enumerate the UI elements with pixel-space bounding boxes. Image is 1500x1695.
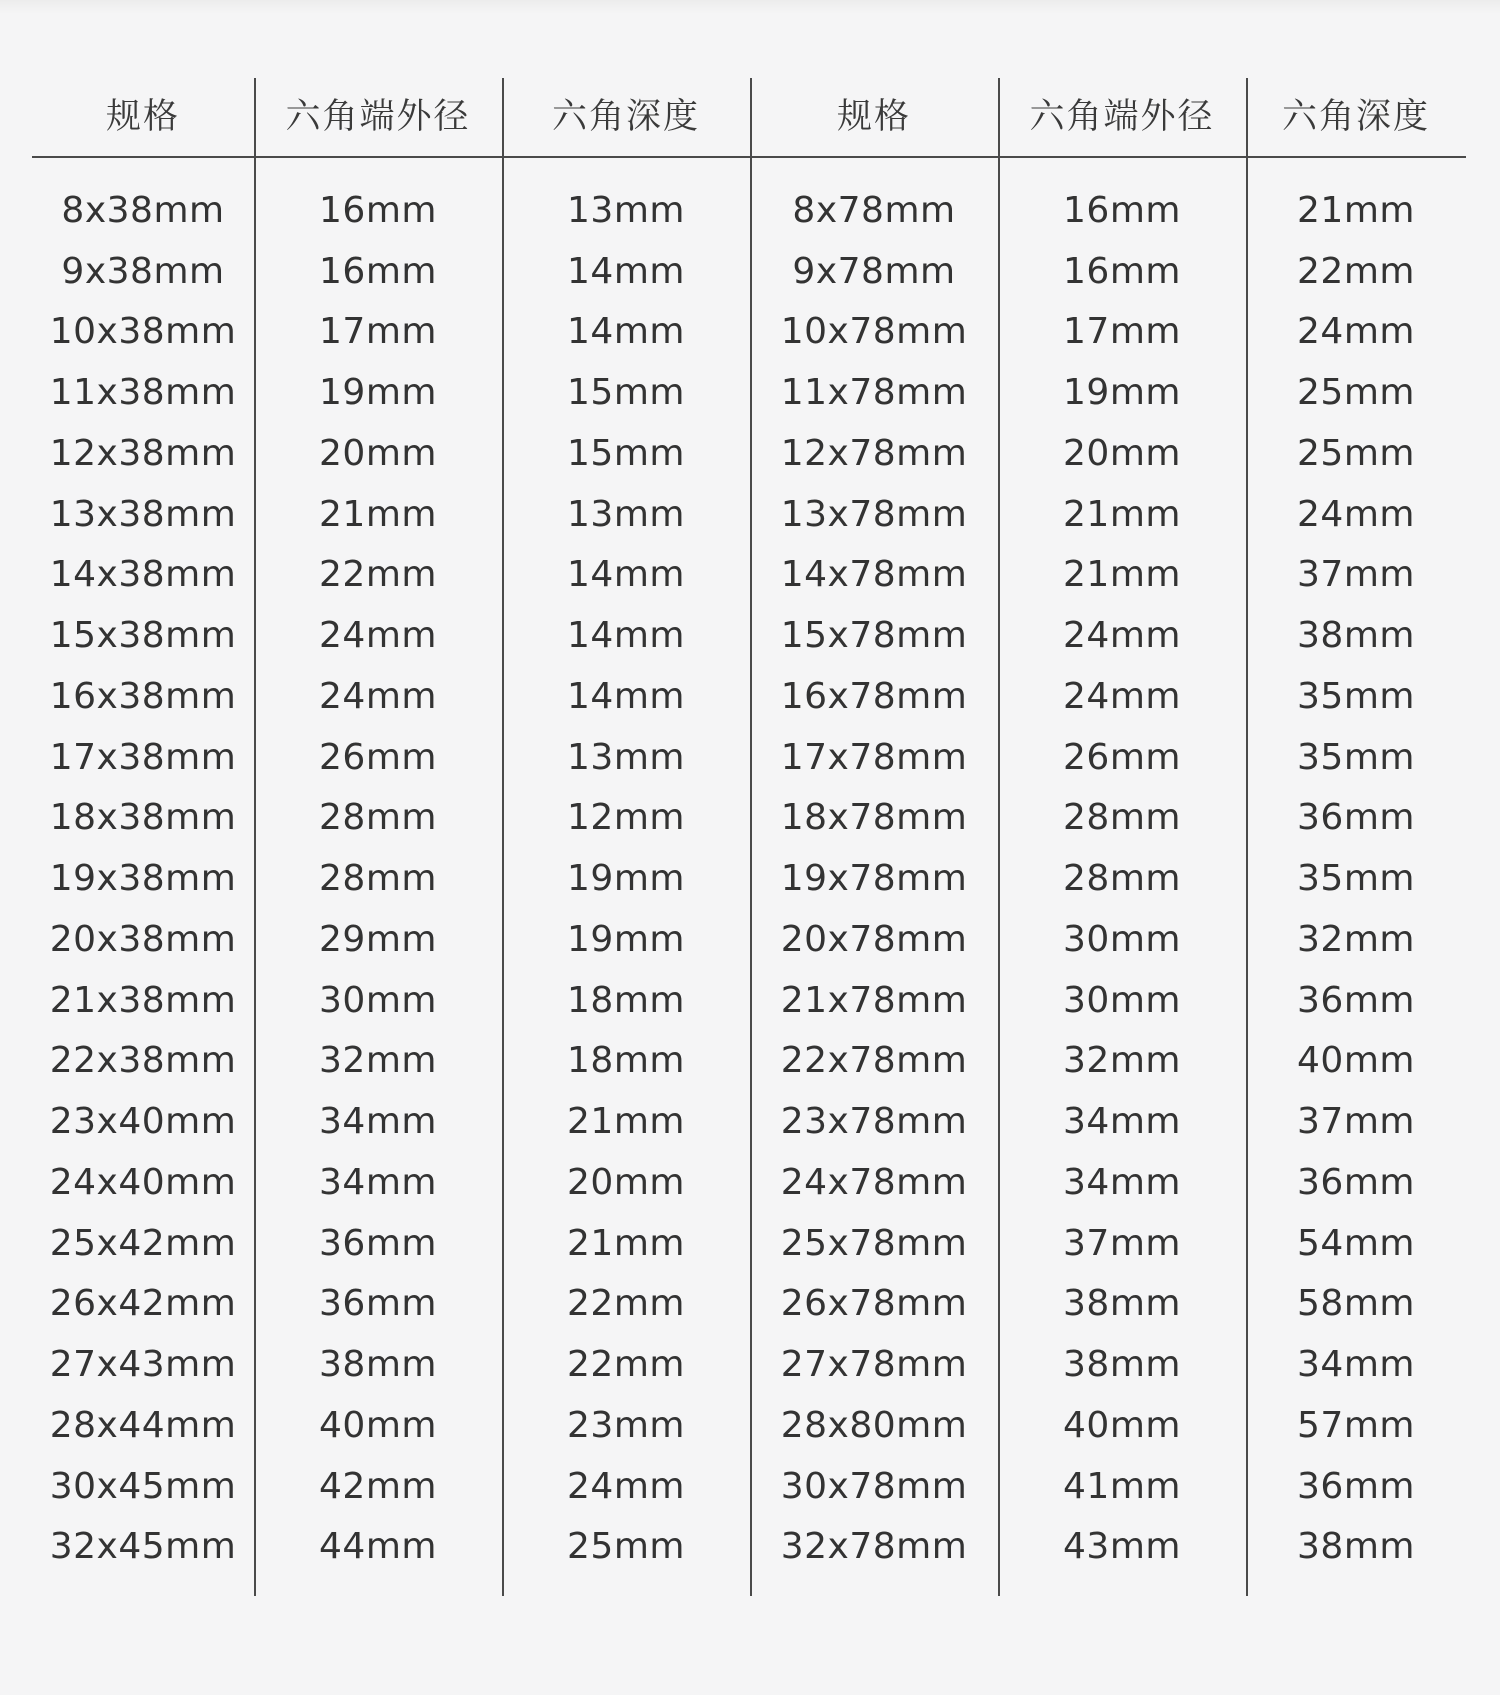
- hex-depth-cell: 25mm: [567, 1526, 685, 1568]
- hex-outer-diameter-cell: 26mm: [319, 736, 437, 778]
- spec-cell: 23x78mm: [780, 1101, 968, 1143]
- hex-depth-cell: 14mm: [567, 250, 685, 292]
- hex-depth-cell: 24mm: [1297, 493, 1415, 535]
- table-row: [32, 1517, 1466, 1578]
- hex-outer-diameter-cell: 22mm: [319, 554, 437, 596]
- hex-outer-diameter-cell: 24mm: [1063, 675, 1181, 717]
- table-row: [32, 423, 1466, 484]
- hex-outer-diameter-cell: 34mm: [1063, 1161, 1181, 1203]
- hex-depth-cell: 35mm: [1297, 675, 1415, 717]
- spec-cell: 25x78mm: [780, 1222, 968, 1264]
- spec-cell: 32x78mm: [780, 1526, 968, 1568]
- top-strip: [0, 0, 1500, 14]
- hex-outer-diameter-cell: 20mm: [319, 432, 437, 474]
- spec-cell: 28x44mm: [49, 1404, 237, 1446]
- hex-outer-diameter-cell: 28mm: [319, 858, 437, 900]
- hex-depth-cell: 14mm: [567, 615, 685, 657]
- table-row: [32, 727, 1466, 788]
- hex-depth-cell: 35mm: [1297, 858, 1415, 900]
- spec-cell: 14x38mm: [49, 554, 237, 596]
- spec-cell: 19x38mm: [49, 858, 237, 900]
- hex-outer-diameter-cell: 17mm: [319, 311, 437, 353]
- spec-cell: 16x78mm: [780, 675, 968, 717]
- hex-depth-cell: 32mm: [1297, 918, 1415, 960]
- hex-depth-cell: 36mm: [1297, 1465, 1415, 1507]
- hex-depth-cell: 36mm: [1297, 797, 1415, 839]
- hex-depth-cell: 25mm: [1297, 372, 1415, 414]
- spec-cell: 24x78mm: [780, 1161, 968, 1203]
- hex-depth-cell: 34mm: [1297, 1344, 1415, 1386]
- header-hex-depth-left: 六角深度: [551, 97, 700, 137]
- table-body: [32, 180, 1466, 1577]
- table-row: [32, 1395, 1466, 1456]
- table-row: [32, 1152, 1466, 1213]
- spec-cell: 22x38mm: [49, 1040, 237, 1082]
- header-spec-left: 规格: [105, 97, 180, 137]
- table-row: [32, 302, 1466, 363]
- hex-outer-diameter-cell: 41mm: [1063, 1465, 1181, 1507]
- spec-cell: 30x78mm: [780, 1465, 968, 1507]
- hex-depth-cell: 24mm: [567, 1465, 685, 1507]
- hex-outer-diameter-cell: 17mm: [1063, 311, 1181, 353]
- table-row: [32, 788, 1466, 849]
- hex-depth-cell: 21mm: [567, 1101, 685, 1143]
- spec-cell: 18x38mm: [49, 797, 237, 839]
- hex-outer-diameter-cell: 24mm: [319, 675, 437, 717]
- hex-outer-diameter-cell: 40mm: [1063, 1404, 1181, 1446]
- hex-outer-diameter-cell: 24mm: [1063, 615, 1181, 657]
- spec-cell: 23x40mm: [49, 1101, 237, 1143]
- spec-cell: 20x78mm: [780, 918, 968, 960]
- table-row: [32, 1456, 1466, 1517]
- spec-cell: 26x42mm: [49, 1283, 237, 1325]
- header-hex-outer-diameter-left: 六角端外径: [285, 97, 471, 137]
- table-row: [32, 484, 1466, 545]
- spec-cell: 14x78mm: [780, 554, 968, 596]
- hex-outer-diameter-cell: 43mm: [1063, 1526, 1181, 1568]
- spec-cell: 24x40mm: [49, 1161, 237, 1203]
- spec-cell: 22x78mm: [780, 1040, 968, 1082]
- table-row: [32, 970, 1466, 1031]
- hex-outer-diameter-cell: 38mm: [1063, 1283, 1181, 1325]
- spec-cell: 10x38mm: [49, 311, 237, 353]
- hex-outer-diameter-cell: 37mm: [1063, 1222, 1181, 1264]
- hex-outer-diameter-cell: 36mm: [319, 1222, 437, 1264]
- hex-depth-cell: 38mm: [1297, 1526, 1415, 1568]
- spec-table: [32, 72, 1466, 1568]
- table-row: [32, 180, 1466, 241]
- hex-outer-diameter-cell: 36mm: [319, 1283, 437, 1325]
- hex-depth-cell: 22mm: [567, 1344, 685, 1386]
- hex-outer-diameter-cell: 16mm: [1063, 250, 1181, 292]
- hex-outer-diameter-cell: 21mm: [319, 493, 437, 535]
- spec-cell: 11x78mm: [780, 372, 968, 414]
- hex-outer-diameter-cell: 32mm: [319, 1040, 437, 1082]
- spec-cell: 13x38mm: [49, 493, 237, 535]
- hex-outer-diameter-cell: 40mm: [319, 1404, 437, 1446]
- hex-outer-diameter-cell: 30mm: [1063, 918, 1181, 960]
- hex-depth-cell: 22mm: [1297, 250, 1415, 292]
- hex-depth-cell: 13mm: [567, 189, 685, 231]
- table-row: [32, 1091, 1466, 1152]
- spec-cell: 21x38mm: [49, 979, 237, 1021]
- spec-cell: 9x38mm: [61, 250, 225, 292]
- hex-outer-diameter-cell: 19mm: [1063, 372, 1181, 414]
- spec-cell: 8x78mm: [792, 189, 956, 231]
- hex-depth-cell: 19mm: [567, 918, 685, 960]
- spec-cell: 25x42mm: [49, 1222, 237, 1264]
- table-row: [32, 241, 1466, 302]
- hex-depth-cell: 25mm: [1297, 432, 1415, 474]
- hex-depth-cell: 35mm: [1297, 736, 1415, 778]
- hex-depth-cell: 36mm: [1297, 979, 1415, 1021]
- hex-depth-cell: 57mm: [1297, 1404, 1415, 1446]
- table-row: [32, 666, 1466, 727]
- spec-cell: 27x78mm: [780, 1344, 968, 1386]
- spec-cell: 32x45mm: [49, 1526, 237, 1568]
- spec-cell: 16x38mm: [49, 675, 237, 717]
- spec-cell: 26x78mm: [780, 1283, 968, 1325]
- table-row: [32, 1334, 1466, 1395]
- hex-outer-diameter-cell: 21mm: [1063, 554, 1181, 596]
- table-header-row: [32, 72, 1466, 156]
- hex-depth-cell: 18mm: [567, 979, 685, 1021]
- hex-depth-cell: 20mm: [567, 1161, 685, 1203]
- spec-cell: 17x78mm: [780, 736, 968, 778]
- table-row: [32, 362, 1466, 423]
- hex-depth-cell: 36mm: [1297, 1161, 1415, 1203]
- header-spec-right: 规格: [836, 97, 911, 137]
- spec-cell: 30x45mm: [49, 1465, 237, 1507]
- hex-outer-diameter-cell: 28mm: [319, 797, 437, 839]
- hex-outer-diameter-cell: 19mm: [319, 372, 437, 414]
- spec-cell: 21x78mm: [780, 979, 968, 1021]
- spec-cell: 8x38mm: [61, 189, 225, 231]
- hex-outer-diameter-cell: 44mm: [319, 1526, 437, 1568]
- hex-outer-diameter-cell: 29mm: [319, 918, 437, 960]
- hex-outer-diameter-cell: 32mm: [1063, 1040, 1181, 1082]
- header-divider: [32, 156, 1466, 158]
- hex-depth-cell: 15mm: [567, 372, 685, 414]
- hex-depth-cell: 40mm: [1297, 1040, 1415, 1082]
- table-row: [32, 605, 1466, 666]
- hex-outer-diameter-cell: 34mm: [1063, 1101, 1181, 1143]
- spec-cell: 28x80mm: [780, 1404, 968, 1446]
- hex-depth-cell: 13mm: [567, 493, 685, 535]
- table-row: [32, 1031, 1466, 1092]
- hex-outer-diameter-cell: 28mm: [1063, 797, 1181, 839]
- hex-outer-diameter-cell: 16mm: [1063, 189, 1181, 231]
- spec-cell: 19x78mm: [780, 858, 968, 900]
- spec-cell: 20x38mm: [49, 918, 237, 960]
- table-row: [32, 909, 1466, 970]
- hex-depth-cell: 15mm: [567, 432, 685, 474]
- hex-depth-cell: 14mm: [567, 311, 685, 353]
- table-row: [32, 1274, 1466, 1335]
- hex-depth-cell: 13mm: [567, 736, 685, 778]
- hex-outer-diameter-cell: 30mm: [319, 979, 437, 1021]
- hex-depth-cell: 14mm: [567, 554, 685, 596]
- spec-cell: 15x38mm: [49, 615, 237, 657]
- hex-depth-cell: 37mm: [1297, 1101, 1415, 1143]
- hex-outer-diameter-cell: 20mm: [1063, 432, 1181, 474]
- hex-outer-diameter-cell: 16mm: [319, 189, 437, 231]
- hex-outer-diameter-cell: 30mm: [1063, 979, 1181, 1021]
- hex-outer-diameter-cell: 42mm: [319, 1465, 437, 1507]
- hex-depth-cell: 19mm: [567, 858, 685, 900]
- hex-outer-diameter-cell: 34mm: [319, 1101, 437, 1143]
- hex-outer-diameter-cell: 24mm: [319, 615, 437, 657]
- hex-outer-diameter-cell: 21mm: [1063, 493, 1181, 535]
- spec-cell: 13x78mm: [780, 493, 968, 535]
- hex-outer-diameter-cell: 26mm: [1063, 736, 1181, 778]
- spec-cell: 9x78mm: [792, 250, 956, 292]
- hex-depth-cell: 37mm: [1297, 554, 1415, 596]
- hex-depth-cell: 18mm: [567, 1040, 685, 1082]
- hex-depth-cell: 12mm: [567, 797, 685, 839]
- hex-depth-cell: 21mm: [1297, 189, 1415, 231]
- hex-depth-cell: 14mm: [567, 675, 685, 717]
- hex-depth-cell: 23mm: [567, 1404, 685, 1446]
- spec-cell: 12x38mm: [49, 432, 237, 474]
- spec-cell: 11x38mm: [49, 372, 237, 414]
- hex-depth-cell: 22mm: [567, 1283, 685, 1325]
- hex-depth-cell: 21mm: [567, 1222, 685, 1264]
- hex-outer-diameter-cell: 34mm: [319, 1161, 437, 1203]
- spec-cell: 27x43mm: [49, 1344, 237, 1386]
- hex-depth-cell: 38mm: [1297, 615, 1415, 657]
- hex-outer-diameter-cell: 16mm: [319, 250, 437, 292]
- spec-cell: 15x78mm: [780, 615, 968, 657]
- table-row: [32, 1213, 1466, 1274]
- spec-cell: 12x78mm: [780, 432, 968, 474]
- spec-cell: 17x38mm: [49, 736, 237, 778]
- spec-cell: 10x78mm: [780, 311, 968, 353]
- hex-depth-cell: 24mm: [1297, 311, 1415, 353]
- header-hex-outer-diameter-right: 六角端外径: [1029, 97, 1215, 137]
- spec-cell: 18x78mm: [780, 797, 968, 839]
- hex-depth-cell: 58mm: [1297, 1283, 1415, 1325]
- table-row: [32, 545, 1466, 606]
- hex-outer-diameter-cell: 38mm: [1063, 1344, 1181, 1386]
- hex-depth-cell: 54mm: [1297, 1222, 1415, 1264]
- table-row: [32, 848, 1466, 909]
- header-hex-depth-right: 六角深度: [1281, 97, 1430, 137]
- hex-outer-diameter-cell: 38mm: [319, 1344, 437, 1386]
- hex-outer-diameter-cell: 28mm: [1063, 858, 1181, 900]
